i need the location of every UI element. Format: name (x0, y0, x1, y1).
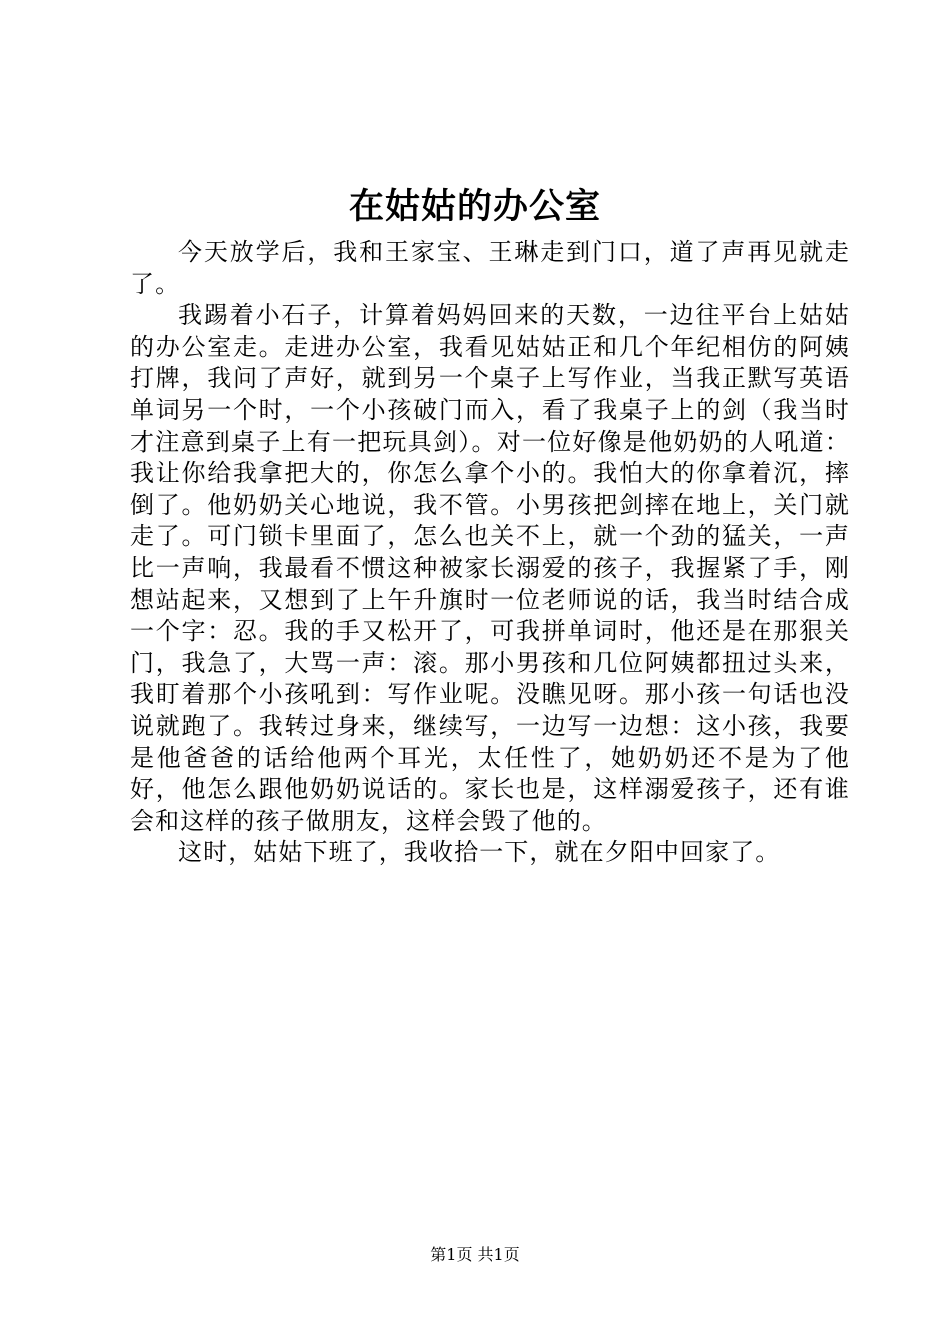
document-title: 在姑姑的办公室 (348, 186, 601, 227)
page-number-footer: 第1页 共1页 (430, 1245, 520, 1264)
document-body (130, 237, 850, 869)
paragraph-1: 今天放学后，我和王家宝、王琳走到门口，道了声再见就走了。 (130, 238, 850, 298)
paragraph-3: 这时，姑姑下班了，我收拾一下，就在夕阳中回家了。 (178, 838, 781, 867)
paragraph-2: 我踢着小石子，计算着妈妈回来的天数，一边往平台上姑姑的办公室走。走进办公室，我看见姑姑正和几个年纪相仿的阿姨打牌，我问了声好，就到另一个桌子上写作业，当我正默写英语单词另一个时，一个小孩破门而入，看了我桌子上的剑（我当时才注意到桌子上有一把玩具剑）。对一位好像是他奶奶的人吼道：我让你给我拿把大的，你怎么拿个小的。我怕大的你拿着沉，摔倒了。他奶奶关心地说，我不管。小男孩把剑摔在地上，关门就走了。可门锁卡里面了，怎么也关不上，就一个劲的猛关，一声比一声响，我最看不惯这种被家长溺爱的孩子，我握紧了手，刚想站起来，又想到了上午升旗时一位老师说的话，我当时结合成一个字：忍。我的手又松开了，可我拼单词时，他还是在那狠关门，我急了，大骂一声：滚。那小男孩和几位阿姨都扭过头来，我盯着那个小孩吼到：写作业呢。没瞧见呀。那小孩一句话也没说就跑了。我转过身来，继续写，一边写一边想：这小孩，我要是他爸爸的话给他两个耳光，太任性了，她奶奶还不是为了他好，他怎么跟他奶奶说话的。家长也是，这样溺爱孩子，还有谁会和这样的孩子做朋友，这样会毁了他的。 (130, 301, 850, 835)
